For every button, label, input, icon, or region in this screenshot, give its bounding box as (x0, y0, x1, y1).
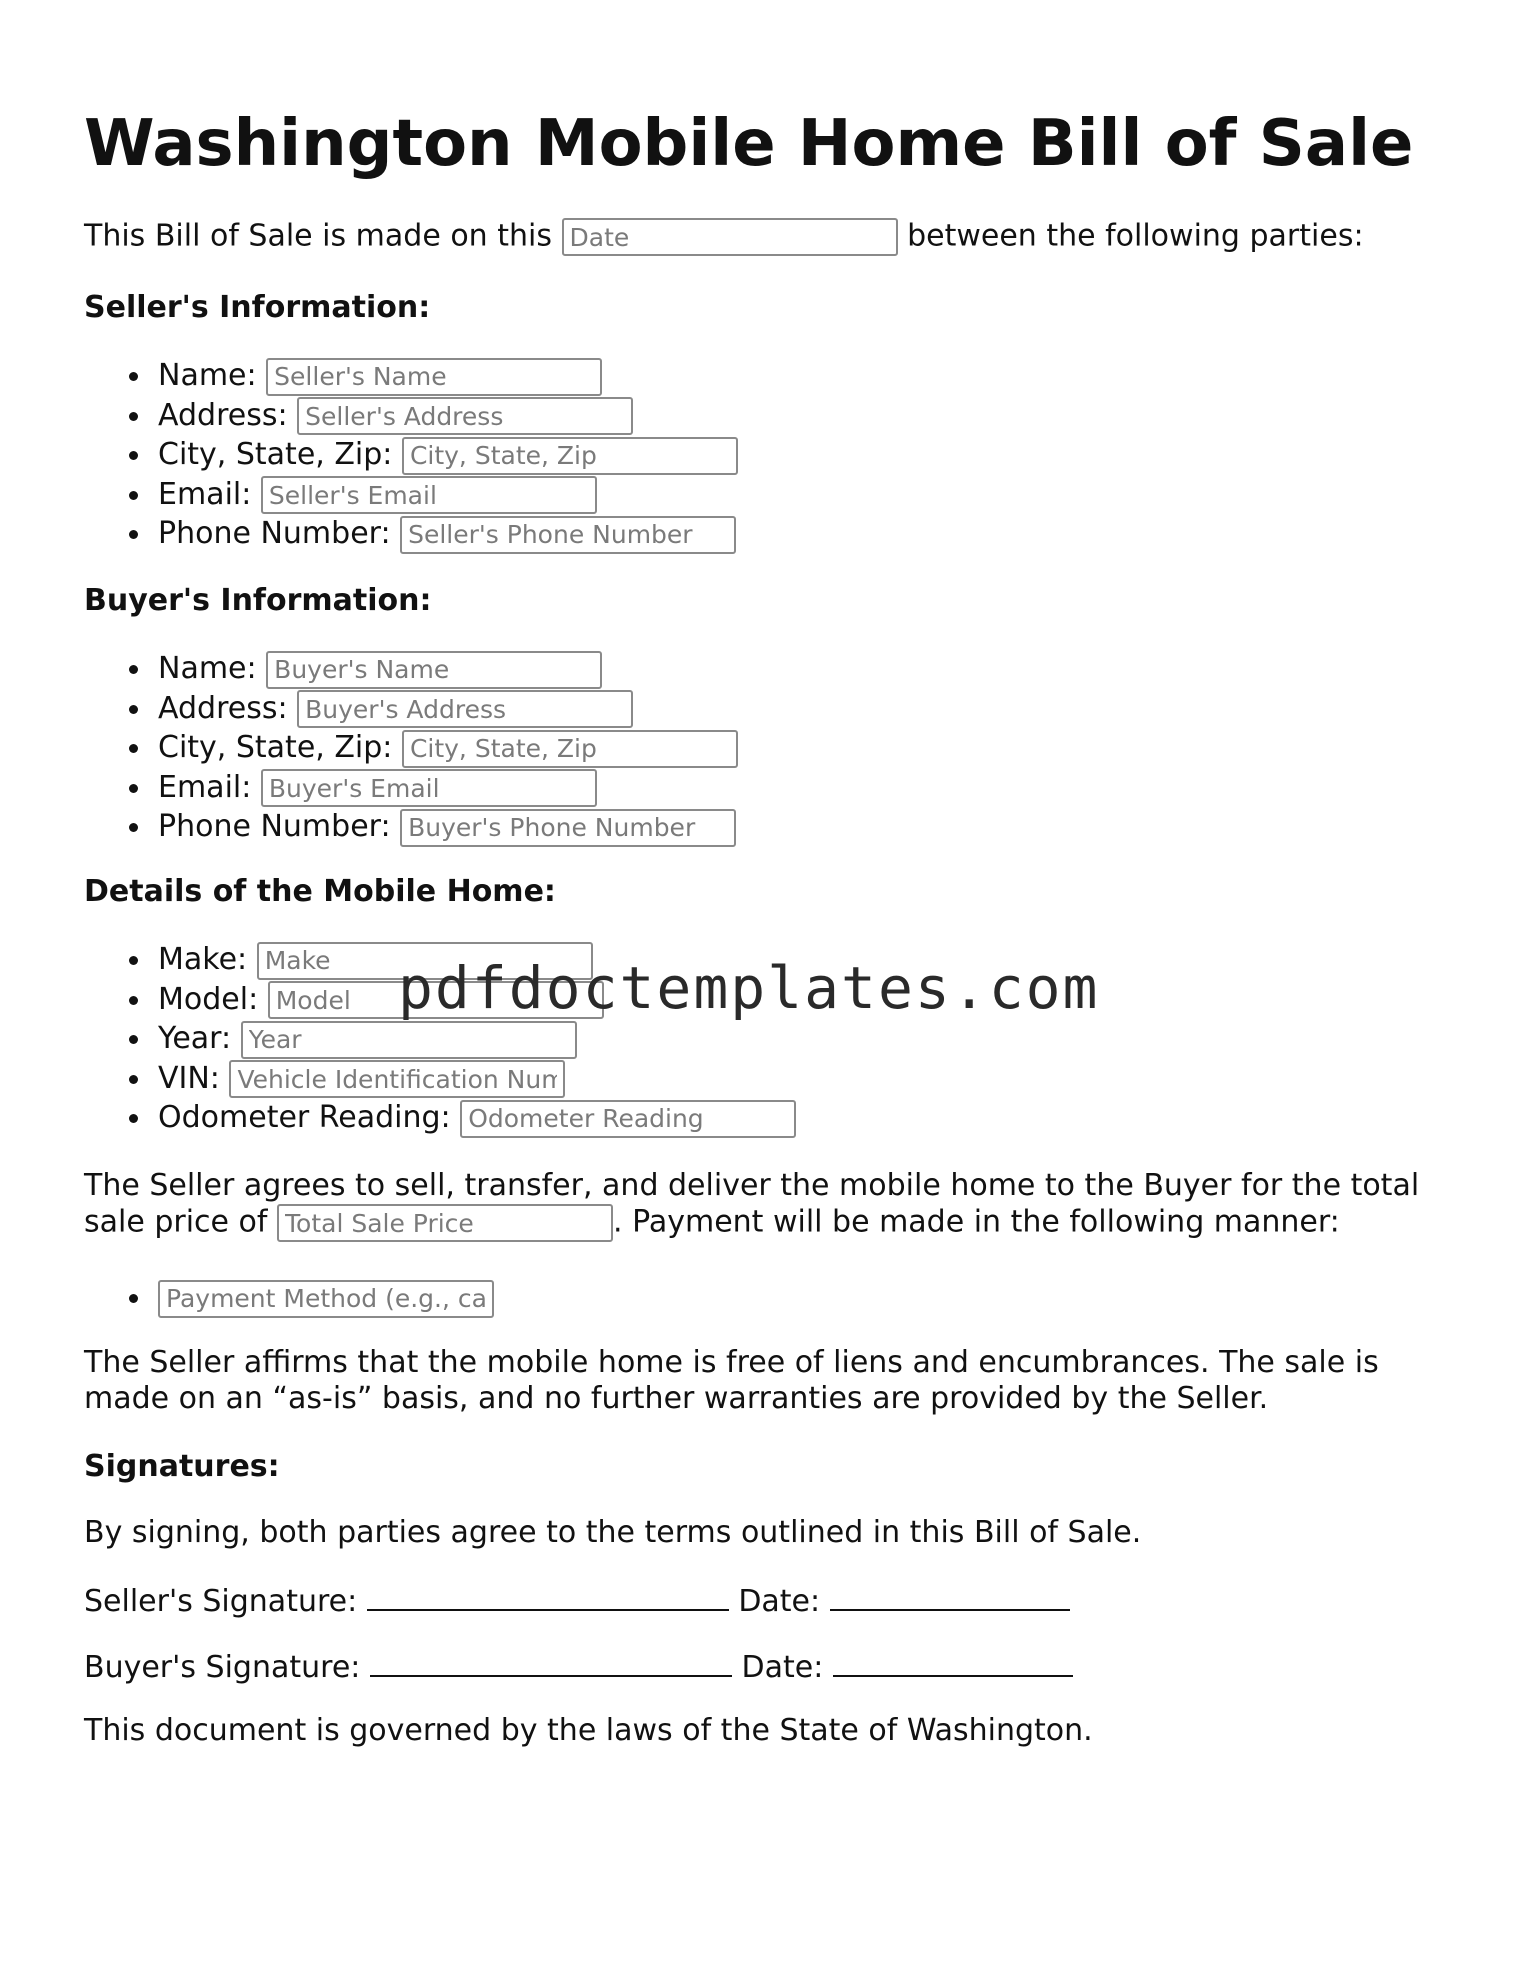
seller-city-input[interactable] (402, 437, 738, 475)
home-details-heading: Details of the Mobile Home: (84, 874, 556, 909)
seller-signature-line (84, 1581, 1070, 1620)
seller-name-input[interactable] (266, 358, 602, 396)
sale-line-2-before: sale price of (84, 1204, 268, 1240)
seller-address-label: Address: (158, 397, 288, 433)
list-item (84, 475, 738, 515)
sale-date-input[interactable] (562, 218, 898, 256)
list-item (84, 356, 738, 396)
year-input[interactable] (241, 1021, 577, 1059)
list-item (84, 649, 738, 689)
buyer-fields-list (84, 649, 738, 847)
buyer-name-input[interactable] (266, 651, 602, 689)
seller-address-input[interactable] (297, 397, 633, 435)
buyer-address-label: Address: (158, 690, 288, 726)
model-input[interactable] (268, 981, 604, 1019)
affirm-line-1: The Seller affirms that the mobile home is free of liens and encumbrances. The sale is (84, 1345, 1379, 1380)
buyer-heading: Buyer's Information: (84, 583, 432, 618)
list-item (84, 514, 738, 554)
buyer-signature-line (84, 1647, 1073, 1686)
seller-email-label: Email: (158, 476, 252, 512)
seller-date-blank[interactable] (830, 1581, 1070, 1611)
list-item (84, 435, 738, 475)
home-fields-list (84, 940, 796, 1138)
sale-line-1: The Seller agrees to sell, transfer, and deliver the mobile home to the Buyer for the total (84, 1168, 1420, 1203)
seller-name-label: Name: (158, 358, 257, 393)
seller-phone-label: Phone Number: (158, 516, 391, 551)
buyer-phone-label: Phone Number: (158, 809, 391, 844)
seller-heading: Seller's Information: (84, 290, 431, 325)
buyer-city-input[interactable] (402, 730, 738, 768)
list-item (84, 1019, 796, 1059)
signatures-intro: By signing, both parties agree to the terms outlined in this Bill of Sale. (84, 1515, 1142, 1550)
list-item (84, 689, 738, 729)
sale-line-2 (84, 1204, 1340, 1242)
vin-input[interactable] (229, 1060, 565, 1098)
odometer-label: Odometer Reading: (158, 1100, 451, 1135)
buyer-city-label: City, State, Zip: (158, 730, 393, 765)
buyer-email-label: Email: (158, 769, 252, 805)
buyer-phone-input[interactable] (400, 809, 736, 847)
signatures-heading: Signatures: (84, 1449, 280, 1484)
vin-label: VIN: (158, 1060, 220, 1096)
list-item (84, 1278, 494, 1318)
buyer-signature-label: Buyer's Signature: (84, 1650, 361, 1685)
list-item (84, 1059, 796, 1099)
buyer-date-label: Date: (741, 1650, 824, 1685)
intro-line (84, 218, 1364, 256)
sale-line-2-after: . Payment will be made in the following manner: (613, 1204, 1340, 1240)
intro-before: This Bill of Sale is made on this (84, 218, 552, 254)
seller-city-label: City, State, Zip: (158, 437, 393, 472)
seller-date-label: Date: (738, 1584, 821, 1619)
buyer-name-label: Name: (158, 651, 257, 686)
payment-list (84, 1278, 494, 1318)
make-input[interactable] (257, 942, 593, 980)
document-title: Washington Mobile Home Bill of Sale (84, 107, 1414, 181)
list-item (84, 807, 738, 847)
total-sale-price-input[interactable] (277, 1204, 613, 1242)
list-item (84, 728, 738, 768)
buyer-signature-blank[interactable] (370, 1647, 732, 1677)
affirm-line-2: made on an “as-is” basis, and no further warranties are provided by the Seller. (84, 1381, 1269, 1416)
model-label: Model: (158, 981, 259, 1017)
payment-method-input[interactable] (158, 1280, 494, 1318)
seller-email-input[interactable] (261, 476, 597, 514)
odometer-input[interactable] (460, 1100, 796, 1138)
watermark: pdfdoctemplates.com (398, 954, 1100, 1022)
seller-signature-label: Seller's Signature: (84, 1584, 358, 1619)
buyer-email-input[interactable] (261, 769, 597, 807)
buyer-address-input[interactable] (297, 690, 633, 728)
list-item (84, 940, 796, 980)
list-item (84, 768, 738, 808)
seller-signature-blank[interactable] (367, 1581, 729, 1611)
buyer-date-blank[interactable] (833, 1647, 1073, 1677)
make-label: Make: (158, 942, 248, 977)
governing-law-footer: This document is governed by the laws of the State of Washington. (84, 1713, 1093, 1748)
seller-phone-input[interactable] (400, 516, 736, 554)
list-item (84, 396, 738, 436)
year-label: Year: (158, 1021, 232, 1056)
list-item (84, 980, 796, 1020)
intro-after: between the following parties: (907, 218, 1364, 254)
list-item (84, 1098, 796, 1138)
seller-fields-list (84, 356, 738, 554)
